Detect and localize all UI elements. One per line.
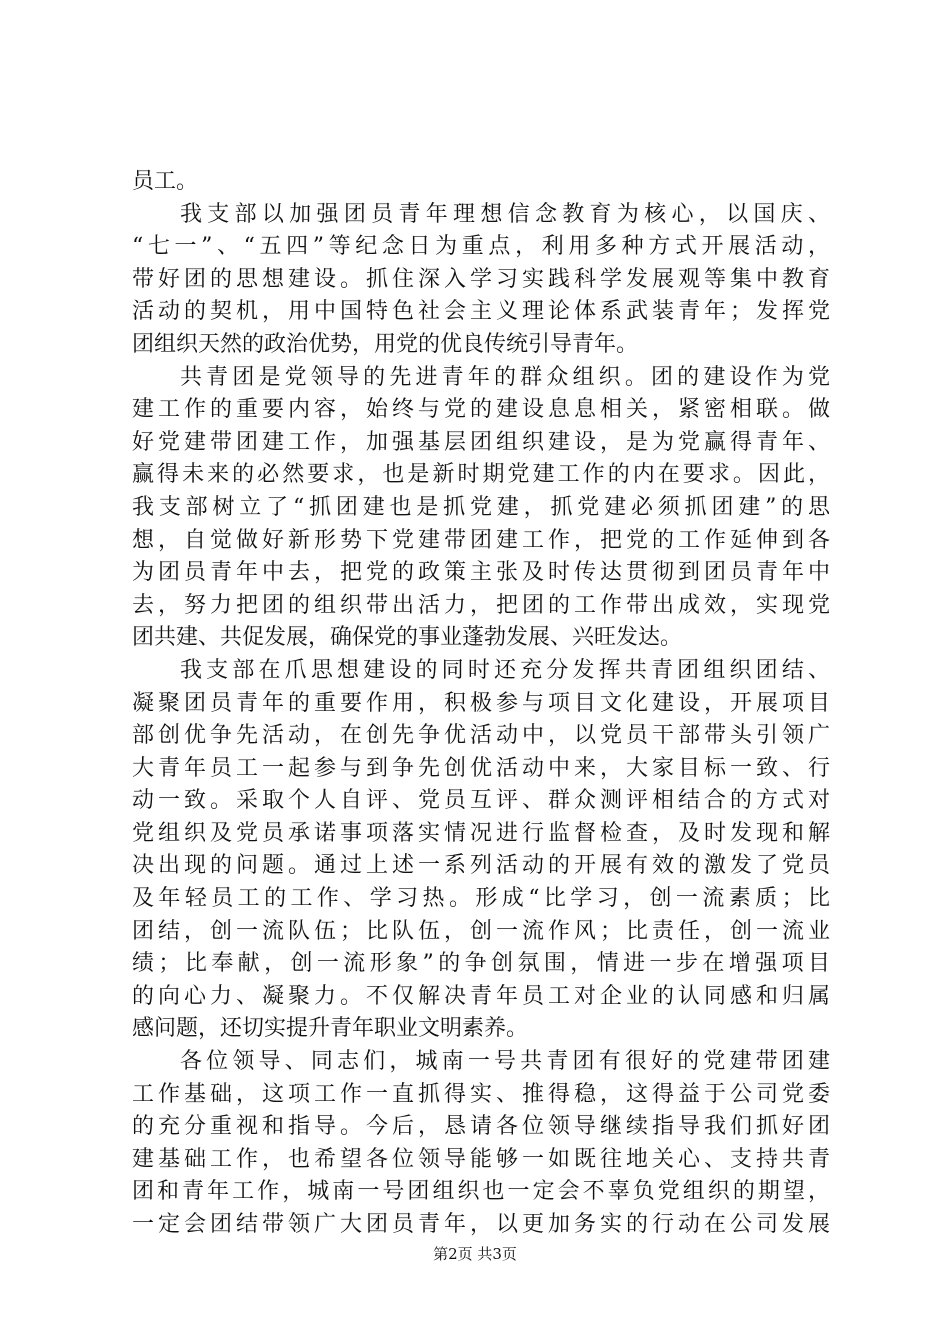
text-line: 动一致。采取个人自评、党员互评、群众测评相结合的方式对 — [132, 788, 830, 814]
text-line: 赢得未来的必然要求，也是新时期党建工作的内在要求。因此， — [132, 462, 830, 488]
text-line: 感问题，还切实提升青年职业文明素养。 — [132, 1016, 529, 1042]
text-line: 带好团的思想建设。抓住深入学习实践科学发展观等集中教育 — [132, 266, 830, 292]
text-line: 党组织及党员承诺事项落实情况进行监督检查，及时发现和解 — [132, 820, 830, 846]
text-line: 建工作的重要内容，始终与党的建设息息相关，紧密相联。做 — [132, 397, 830, 423]
text-line: 想，自觉做好新形势下党建带团建工作，把党的工作延伸到各 — [132, 527, 830, 553]
text-line: 好党建带团建工作，加强基层团组织建设，是为党赢得青年、 — [132, 429, 830, 455]
text-line: 员工。 — [132, 169, 199, 194]
text-line: 及年轻员工的工作、学习热。形成“比学习，创一流素质；比 — [132, 886, 830, 912]
text-line: 部创优争先活动，在创先争优活动中，以党员干部带头引领广 — [132, 723, 830, 749]
text-line: 工作基础，这项工作一直抓得实、推得稳，这得益于公司党委 — [132, 1081, 830, 1107]
text-line: 团组织天然的政治优势，用党的优良传统引导青年。 — [132, 331, 639, 357]
text-line: 决出现的问题。通过上述一系列活动的开展有效的激发了党员 — [132, 853, 830, 879]
text-line: 各位领导、同志们，城南一号共青团有很好的党建带团建 — [180, 1049, 830, 1075]
text-line: 为团员青年中去，把党的政策主张及时传达贯彻到团员青年中 — [132, 560, 830, 586]
text-line: “七一”、“五四”等纪念日为重点，利用多种方式开展活动， — [132, 234, 830, 260]
text-line: 的向心力、凝聚力。不仅解决青年员工对企业的认同感和归属 — [132, 983, 830, 1009]
text-line: 的充分重视和指导。今后，恳请各位领导继续指导我们抓好团 — [132, 1114, 830, 1140]
text-line: 凝聚团员青年的重要作用，积极参与项目文化建设，开展项目 — [132, 690, 830, 716]
text-line: 我支部树立了“抓团建也是抓党建，抓党建必须抓团建”的思 — [132, 494, 830, 520]
text-line: 团共建、共促发展，确保党的事业蓬勃发展、兴旺发达。 — [132, 625, 683, 651]
text-line: 共青团是党领导的先进青年的群众组织。团的建设作为党 — [180, 364, 830, 390]
text-line: 团和青年工作，城南一号团组织也一定会不辜负党组织的期望， — [132, 1179, 830, 1205]
text-line: 我支部在爪思想建设的同时还充分发挥共青团组织团结、 — [180, 657, 830, 683]
text-line: 活动的契机，用中国特色社会主义理论体系武装青年；发挥党 — [132, 299, 830, 325]
text-line: 去，努力把团的组织带出活力，把团的工作带出成效，实现党 — [132, 592, 830, 618]
text-line: 大青年员工一起参与到争先创优活动中来，大家目标一致、行 — [132, 755, 830, 781]
text-line: 绩；比奉献，创一流形象”的争创氛围，情进一步在增强项目 — [132, 951, 830, 977]
document-body — [132, 166, 830, 1242]
text-line: 我支部以加强团员青年理想信念教育为核心，以国庆、 — [180, 201, 830, 227]
text-line: 一定会团结带领广大团员青年，以更加务实的行动在公司发展 — [132, 1212, 830, 1237]
page-footer: 第2页 共3页 — [433, 1245, 517, 1263]
text-line: 团结，创一流队伍；比队伍，创一流作风；比责任，创一流业 — [132, 918, 830, 944]
text-line: 建基础工作，也希望各位领导能够一如既往地关心、支持共青 — [132, 1146, 830, 1172]
